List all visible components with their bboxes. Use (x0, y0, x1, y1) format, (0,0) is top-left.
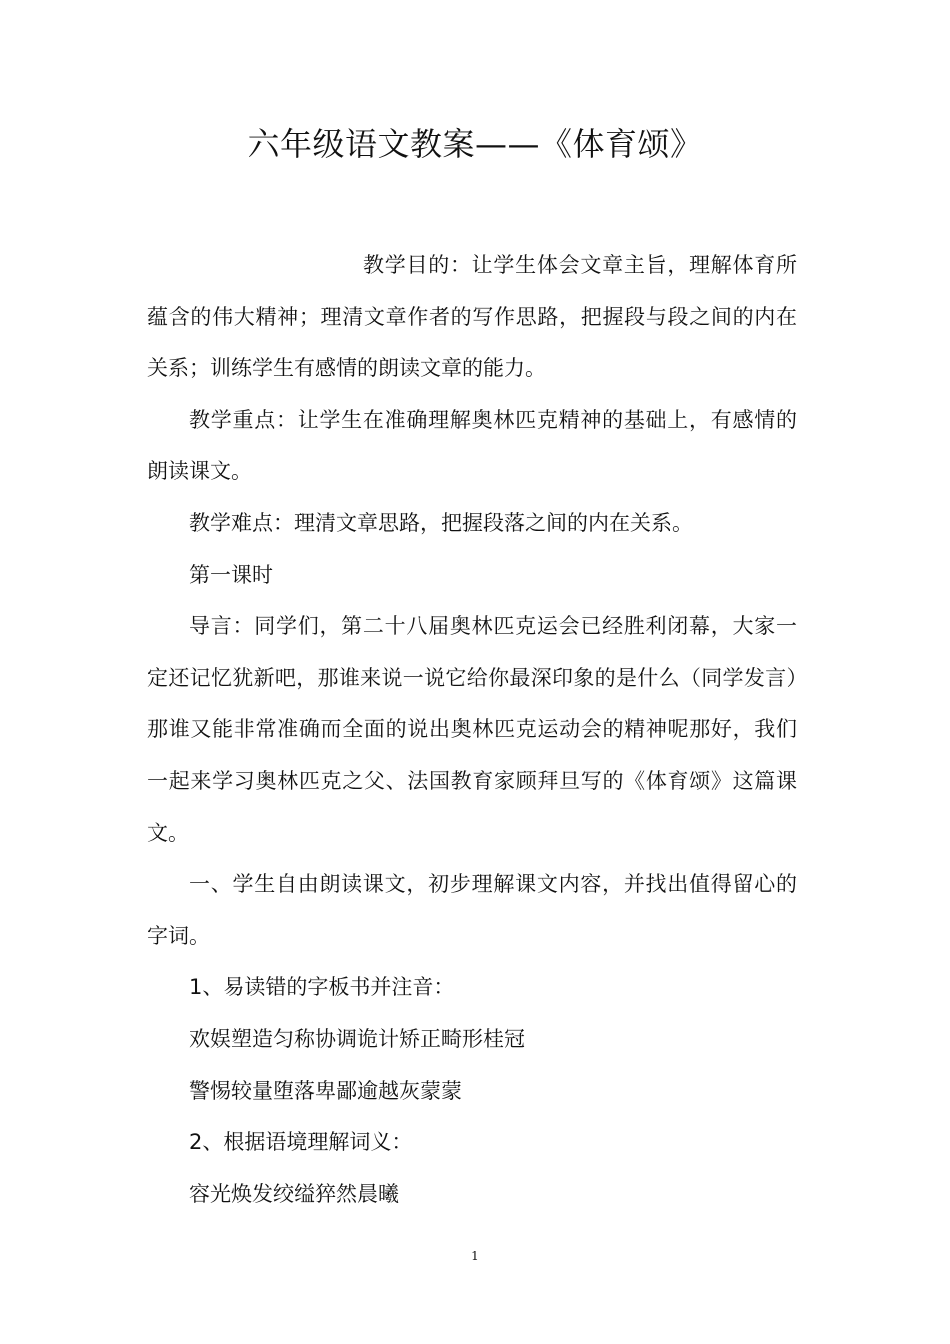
paragraph-introduction: 导言：同学们，第二十八届奥林匹克运会已经胜利闭幕，大家一定还记忆犹新吧，那谁来说一说它给你最深印象的是什么（同学发言）那谁又能非常准确而全面的说出奥林匹克运动会的精神呢那好，我们一起来学习奥林匹克之父、法国教育家顾拜旦写的《体育颂》这篇课文。 (147, 614, 797, 845)
document-body (147, 240, 797, 1220)
paragraph-teaching-focus: 教学重点：让学生在准确理解奥林匹克精神的基础上，有感情的朗读课文。 (147, 407, 797, 484)
paragraph-lesson-heading: 第一课时 (189, 562, 273, 587)
paragraph-teaching-difficulty: 教学难点：理清文章思路，把握段落之间的内在关系。 (189, 510, 693, 535)
paragraph-word-list-two: 警惕较量堕落卑鄙逾越灰蒙蒙 (189, 1078, 462, 1103)
page-number: 1 (471, 1249, 479, 1263)
paragraph-teaching-goal: 教学目的：让学生体会文章主旨，理解体育所蕴含的伟大精神；理清文章作者的写作思路，把握段与段之间的内在关系；训练学生有感情的朗读文章的能力。 (147, 253, 797, 381)
paragraph-step-one: 一、学生自由朗读课文，初步理解课文内容，并找出值得留心的字词。 (147, 872, 797, 948)
paragraph-word-list-three: 容光焕发绞缢猝然晨曦 (189, 1181, 399, 1206)
document-title: 六年级语文教案——《体育颂》 (247, 125, 703, 163)
paragraph-word-list-one: 欢娱塑造匀称协调诡计矫正畸形桂冠 (189, 1026, 525, 1051)
paragraph-item-one: 1、易读错的字板书并注音： (189, 975, 455, 1000)
paragraph-item-two: 2、根据语境理解词义： (189, 1130, 413, 1155)
